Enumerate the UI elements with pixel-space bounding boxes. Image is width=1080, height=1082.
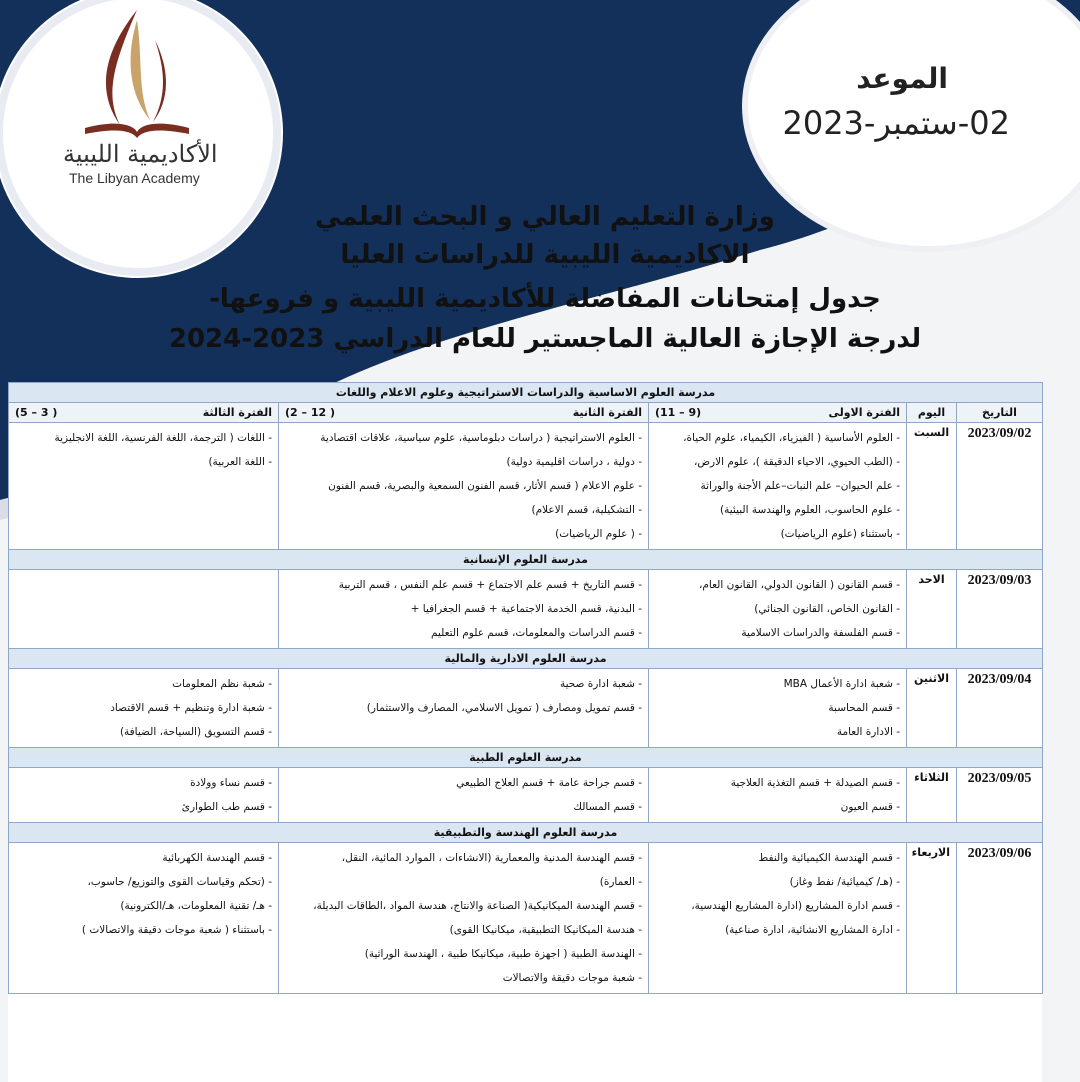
subject-list bbox=[285, 846, 642, 990]
subject-item: - الادارة العامة bbox=[836, 726, 900, 738]
exam-date: 2023/09/03 bbox=[957, 570, 1043, 649]
subject-item: - باستثناء (علوم الرياضيات) bbox=[780, 528, 900, 540]
subject-item: - العلوم الأساسية ( الفيزياء، الكيمياء، علوم الحياة، bbox=[683, 432, 900, 444]
logo-name-en: The Libyan Academy bbox=[69, 170, 200, 186]
schedule-row bbox=[9, 843, 1043, 994]
subject-list bbox=[655, 771, 900, 819]
subject-item: - اللغة العربية) bbox=[208, 456, 272, 468]
subject-item: - علم الحيوان– علم النبات–علم الأجنة والوراثة bbox=[700, 480, 900, 492]
subject-item: - البدنية، قسم الخدمة الاجتماعية + قسم الجغرافيا + bbox=[410, 603, 642, 615]
ministry-title: وزارة التعليم العالي و البحث العلمي bbox=[315, 202, 775, 232]
subject-item: - العمارة) bbox=[599, 876, 642, 888]
subject-item: - قسم المحاسبة bbox=[828, 702, 900, 714]
subject-item: - قسم الهندسة الكيميائية والنفط bbox=[758, 852, 900, 864]
exam-schedule-table bbox=[8, 382, 1042, 1082]
subject-item: - قسم الهندسة المدنية والمعمارية (الانشاءات ، الموارد المائية، النقل، bbox=[341, 852, 642, 864]
header-day: اليوم bbox=[907, 403, 957, 423]
subject-list bbox=[285, 672, 642, 720]
date-value: 02-ستمبر-2023 bbox=[782, 104, 1010, 142]
subject-item: - (هـ/ كيميائية/ نفط وغاز) bbox=[789, 876, 900, 888]
exam-date: 2023/09/02 bbox=[957, 423, 1043, 550]
school-name: مدرسة العلوم الادارية والمالية bbox=[9, 649, 1043, 669]
subject-list bbox=[285, 771, 642, 819]
academy-title: الاكاديمية الليبية للدراسات العليا bbox=[340, 240, 750, 270]
subject-item: - ادارة المشاريع الانشائية، ادارة صناعية) bbox=[725, 924, 900, 936]
period-name: الفترة الثالثة bbox=[202, 406, 272, 419]
subject-list bbox=[15, 426, 272, 474]
date-label: الموعد bbox=[856, 62, 948, 95]
degree-title: لدرجة الإجازة العالية الماجستير للعام الدراسي 2023-2024 bbox=[168, 324, 922, 354]
exam-day: الاثنين bbox=[907, 669, 957, 748]
subject-list bbox=[655, 573, 900, 645]
subject-item: - الهندسة الطبية ( اجهزة طبية، ميكانيكا طبية ، الهندسة الوراثية) bbox=[364, 948, 642, 960]
period-cell-p1 bbox=[649, 843, 907, 994]
school-name: مدرسة العلوم الإنسانية bbox=[9, 550, 1043, 570]
subject-item: - اللغات ( الترجمة، اللغة الفرنسية، اللغة الانجليزية bbox=[54, 432, 272, 444]
subject-item: - التشكيلية، قسم الاعلام) bbox=[531, 504, 642, 516]
subject-item: - قسم العيون bbox=[840, 801, 900, 813]
exam-day: الثلاثاء bbox=[907, 768, 957, 823]
subject-item: - دولية ، دراسات اقليمية دولية) bbox=[506, 456, 642, 468]
subject-list bbox=[285, 426, 642, 546]
subject-item: - شعبة ادارة الأعمال MBA bbox=[783, 678, 900, 690]
subject-item: - شعبة ادارة وتنظيم + قسم الاقتصاد bbox=[110, 702, 272, 714]
subject-item: - ( علوم الرياضيات) bbox=[555, 528, 642, 540]
exam-day: الاحد bbox=[907, 570, 957, 649]
subject-item: - باستثناء ( شعبة موجات دقيقة والاتصالات ) bbox=[81, 924, 272, 936]
subject-item: - (تحكم وقياسات القوى والتوزيع/ حاسوب، bbox=[87, 876, 272, 888]
school-row bbox=[9, 649, 1043, 669]
school-name: مدرسة العلوم الطبية bbox=[9, 748, 1043, 768]
schedule-row bbox=[9, 570, 1043, 649]
subject-item: - قسم جراحة عامة + قسم العلاج الطبيعي bbox=[456, 777, 642, 789]
subject-item: - قسم المسالك bbox=[573, 801, 642, 813]
exam-date: 2023/09/04 bbox=[957, 669, 1043, 748]
flame-book-logo-icon bbox=[75, 10, 195, 150]
subject-item: - قسم الفلسفة والدراسات الاسلامية bbox=[741, 627, 900, 639]
period-cell-p3 bbox=[9, 669, 279, 748]
header-p3 bbox=[9, 403, 279, 423]
subject-item: - القانون الخاص، القانون الجنائي) bbox=[754, 603, 900, 615]
school-row bbox=[9, 383, 1043, 403]
period-cell-p3 bbox=[9, 423, 279, 550]
period-cell-p2 bbox=[279, 669, 649, 748]
subject-item: - شعبة موجات دقيقة والاتصالات bbox=[502, 972, 642, 984]
subject-item: - علوم الحاسوب، العلوم والهندسة البيئية) bbox=[720, 504, 900, 516]
school-row bbox=[9, 823, 1043, 843]
period-time: ( 12 – 2) bbox=[285, 406, 336, 419]
subject-list bbox=[15, 846, 272, 942]
subject-list bbox=[15, 771, 272, 819]
exam-day: السبت bbox=[907, 423, 957, 550]
exam-date: 2023/09/05 bbox=[957, 768, 1043, 823]
subject-list bbox=[655, 672, 900, 744]
subject-item: - شعبة ادارة صحية bbox=[559, 678, 642, 690]
subject-item: - قسم ادارة المشاريع (ادارة المشاريع الهندسية، bbox=[691, 900, 900, 912]
subject-item: - قسم الصيدلة + قسم التغذية العلاجية bbox=[730, 777, 900, 789]
subject-item: - العلوم الاستراتيجية ( دراسات دبلوماسية، علوم سياسية، علاقات اقتصادية bbox=[320, 432, 642, 444]
period-cell-p1 bbox=[649, 570, 907, 649]
subject-item: - قسم التاريخ + قسم علم الاجتماع + قسم علم النفس ، قسم التربية bbox=[338, 579, 642, 591]
subject-list bbox=[655, 426, 900, 546]
header-p1 bbox=[649, 403, 907, 423]
period-cell-p3 bbox=[9, 843, 279, 994]
school-name: مدرسة العلوم الاساسية والدراسات الاستراتيجية وعلوم الاعلام واللغات bbox=[9, 383, 1043, 403]
subject-item: - شعبة نظم المعلومات bbox=[172, 678, 272, 690]
subject-item: - علوم الاعلام ( قسم الأثار، قسم الفنون السمعية والبصرية، قسم الفنون bbox=[328, 480, 642, 492]
subject-item: - قسم الهندسة الكهربائية bbox=[162, 852, 272, 864]
subject-list bbox=[285, 573, 642, 645]
period-cell-p3 bbox=[9, 570, 279, 649]
subject-item: - هـ/ تقنية المعلومات، هـ/الكترونية) bbox=[120, 900, 272, 912]
exam-date: 2023/09/06 bbox=[957, 843, 1043, 994]
schedule-title: جدول إمتحانات المفاضلة للأكاديمية الليبية و فروعها- bbox=[209, 284, 881, 314]
period-cell-p1 bbox=[649, 423, 907, 550]
subject-list bbox=[15, 672, 272, 744]
schedule-row bbox=[9, 423, 1043, 550]
logo-name-ar: الأكاديمية الليبية bbox=[63, 140, 218, 168]
period-label bbox=[285, 406, 642, 419]
subject-list bbox=[655, 846, 900, 942]
schedule-row bbox=[9, 768, 1043, 823]
school-row bbox=[9, 748, 1043, 768]
exam-day: الاربعاء bbox=[907, 843, 957, 994]
period-cell-p1 bbox=[649, 669, 907, 748]
period-time: ( 3 – 5) bbox=[15, 406, 58, 419]
header-date: التاريخ bbox=[957, 403, 1043, 423]
period-cell-p1 bbox=[649, 768, 907, 823]
period-label bbox=[15, 406, 272, 419]
school-row bbox=[9, 550, 1043, 570]
subject-item: - قسم التسويق (السياحة، الضيافة) bbox=[119, 726, 272, 738]
period-cell-p2 bbox=[279, 768, 649, 823]
school-name: مدرسة العلوم الهندسة والتطبيقية bbox=[9, 823, 1043, 843]
period-name: الفترة الثانية bbox=[572, 406, 642, 419]
period-cell-p2 bbox=[279, 423, 649, 550]
header-p2 bbox=[279, 403, 649, 423]
header-row bbox=[9, 403, 1043, 423]
subject-item: - قسم نساء وولادة bbox=[190, 777, 272, 789]
period-time: (9 – 11) bbox=[655, 406, 702, 419]
subject-item: - هندسة الميكانيكا التطبيقية، ميكانيكا القوى) bbox=[449, 924, 642, 936]
period-cell-p2 bbox=[279, 843, 649, 994]
subject-item: - قسم الدراسات والمعلومات، قسم علوم التعليم bbox=[430, 627, 642, 639]
period-cell-p3 bbox=[9, 768, 279, 823]
subject-item: - (الطب الحيوي، الاحياء الدقيقة )، علوم الارض، bbox=[693, 456, 900, 468]
schedule-row bbox=[9, 669, 1043, 748]
subject-item: - قسم القانون ( القانون الدولي، القانون العام، bbox=[699, 579, 900, 591]
subject-item: - قسم الهندسة الميكانيكية( الصناعة والانتاج، هندسة المواد ،الطاقات البديلة، bbox=[313, 900, 642, 912]
period-cell-p2 bbox=[279, 570, 649, 649]
period-name: الفترة الاولى bbox=[828, 406, 900, 419]
subject-item: - قسم طب الطوارئ bbox=[181, 801, 272, 813]
period-label bbox=[655, 406, 900, 419]
subject-item: - قسم تمويل ومصارف ( تمويل الاسلامي، المصارف والاستثمار) bbox=[366, 702, 642, 714]
